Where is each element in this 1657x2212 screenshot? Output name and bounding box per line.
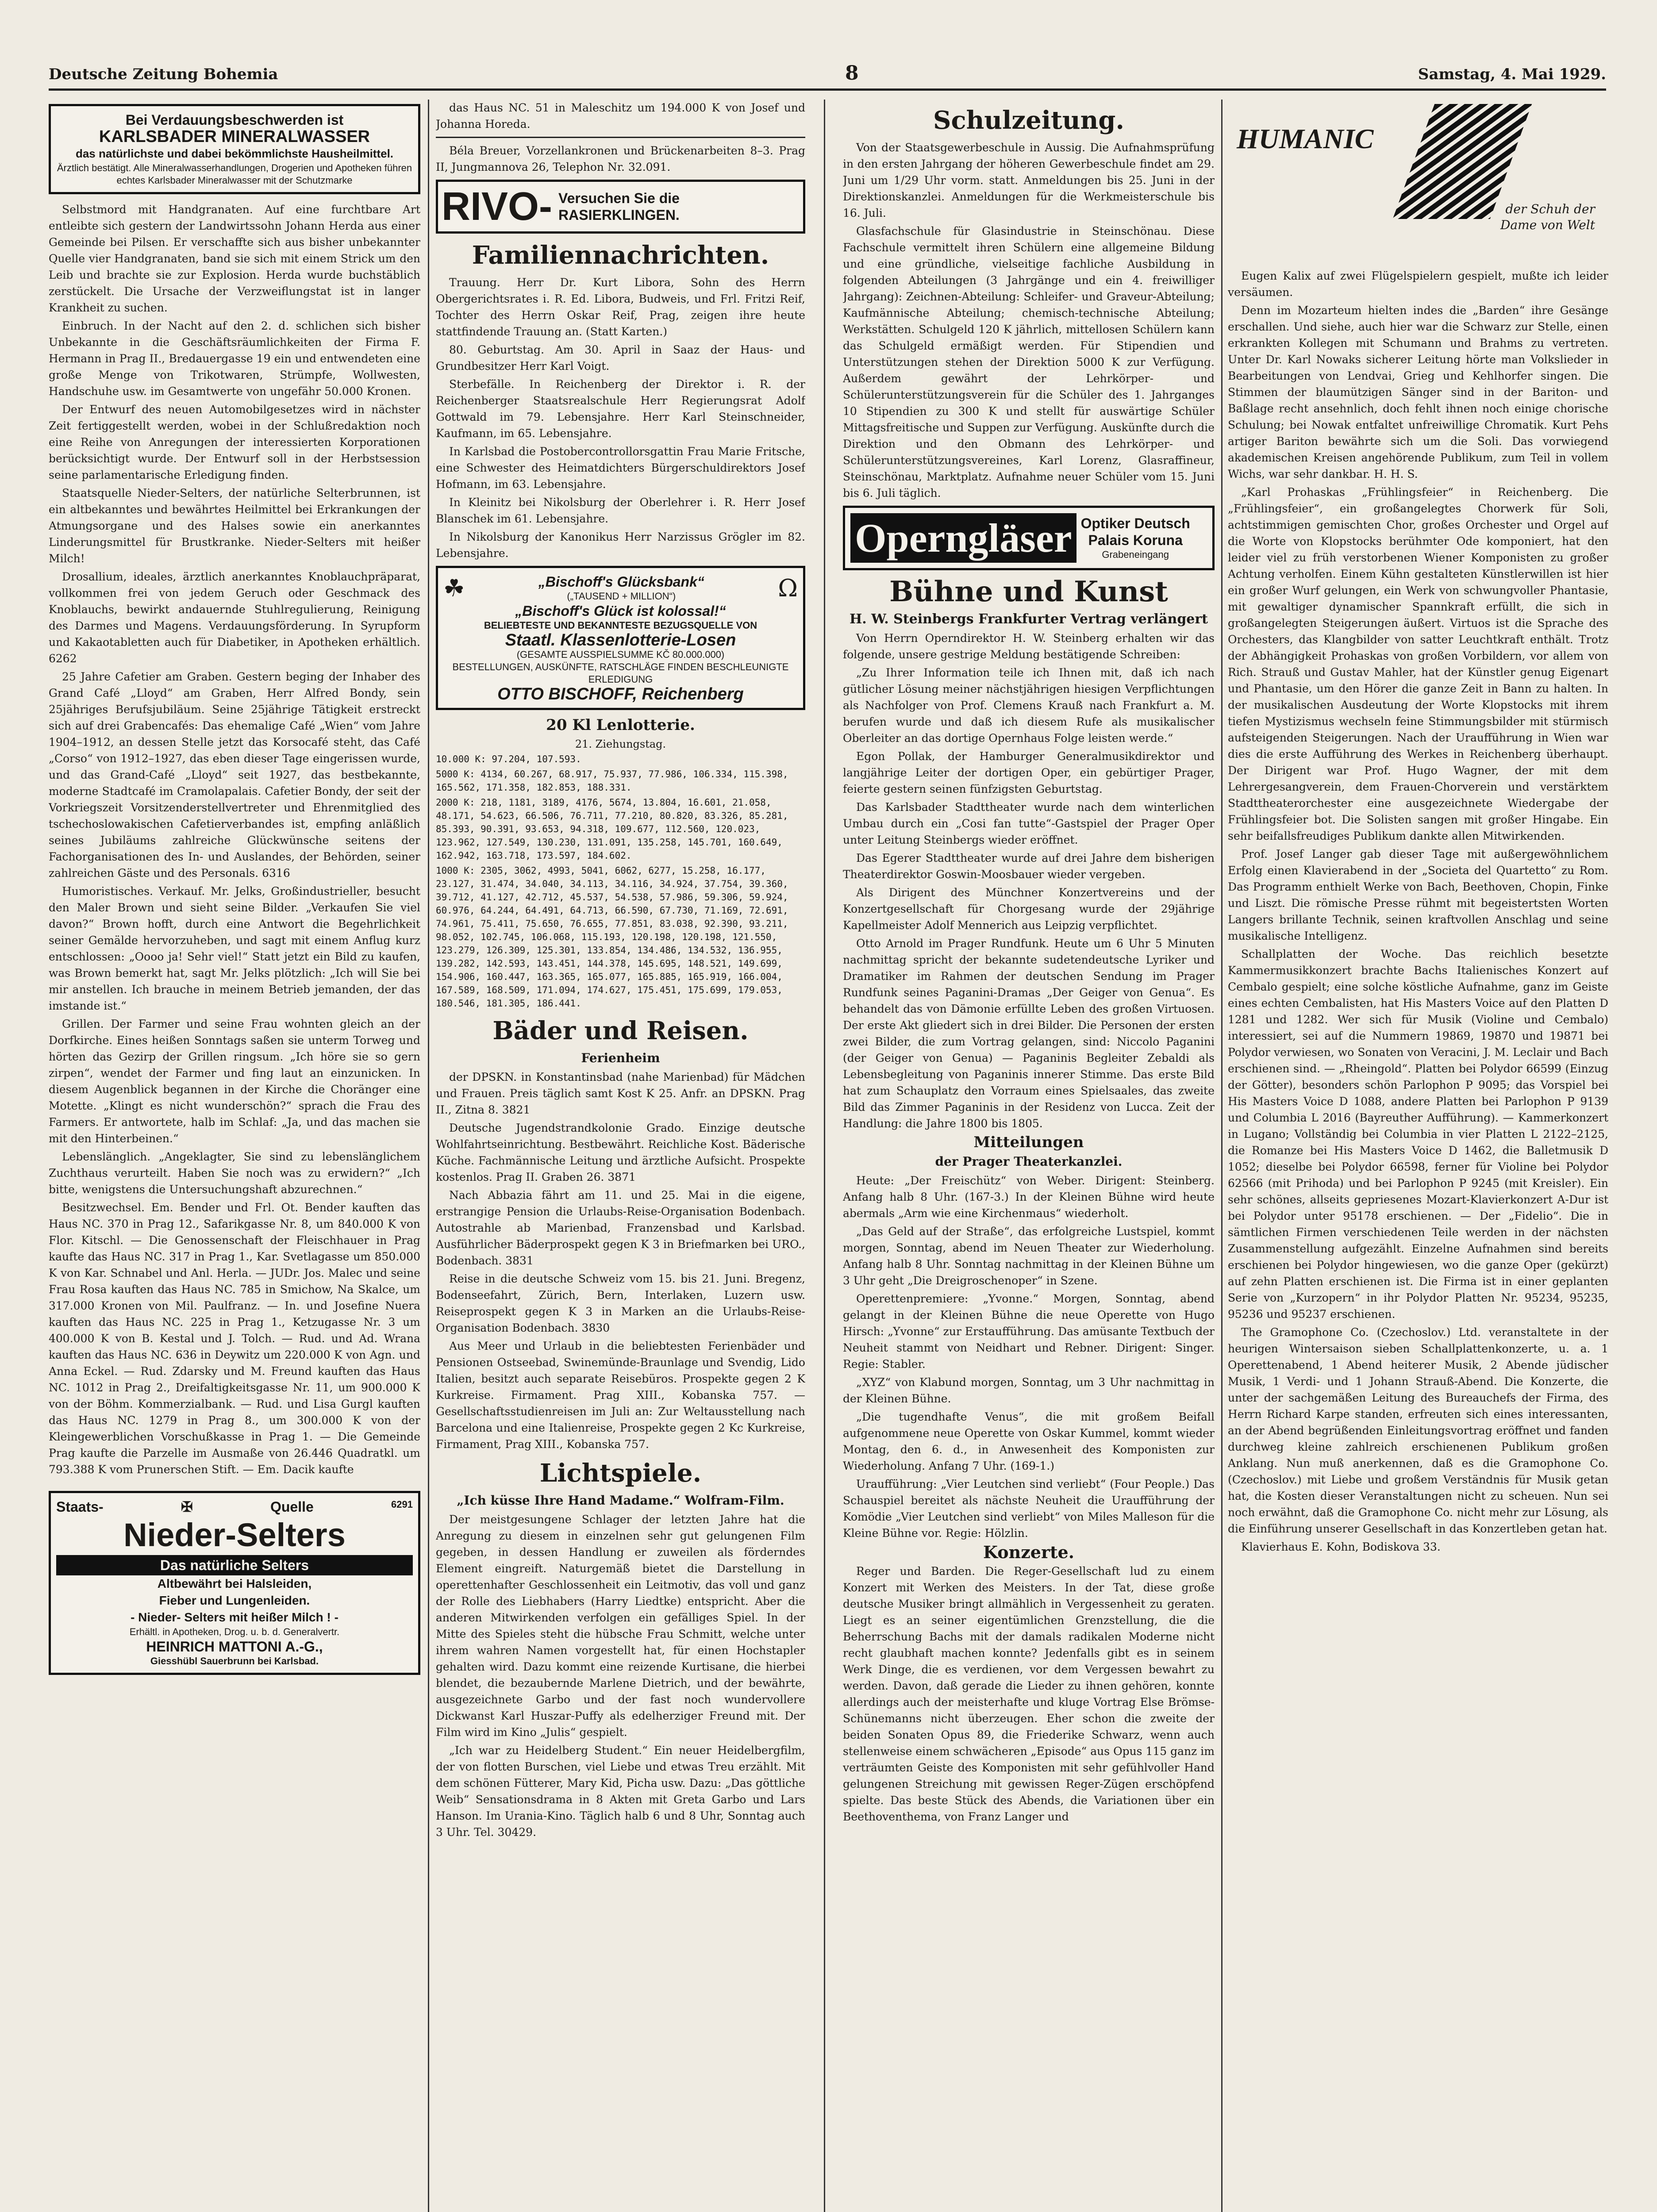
article-text: Grillen. Der Farmer und seine Frau wohnten gleich an der Dorfkirche. Eines heißen Sonntags saßen sie unterm Torweg und hörten das Gezirp der Grillen ringsum. „Ich höre sie so gern zirpen“, wendet der Farmer und fing laut an einzunicken. In diesem Augenblick begannen in der Kirche die Choränger eine Motette. „Klingt es nicht wunderschön?“ sprach die Frau des Farmers. Er antwortete, halb im Schlaf: „Ja, und das machen sie mit den Hinterbeinen.“ — [49, 1018, 420, 1145]
clover-icon: ☘ — [443, 574, 465, 602]
article-text: Schallplatten der Woche. Das reichlich besetzte Kammermusikkonzert brachte Bachs Italienisches Konzert auf Cembalo gespielt; eine solche köstliche Aufnahme, ganz im Geiste eines echten Cembalisten, hat His Masters Voice auf den Platten D 1281 und 1282. Wer sich für Musik (Violine und Cembalo) interessiert, sei auf die Nummern 19869, 19870 und 19871 bei Polydor verwiesen, wo Sonaten von Veracini, J. M. Leclair und Bach erschienen sind. — „Rheingold“. Platten bei Polydor 66599 (Einzug der Götter), besonders schön Parlophon P 9095; das Vorspiel bei His Masters Voice D 1088, andere Platten bei Parlophon P 9139 und Columbia L 2016 (Bayreuther Aufführung). — Kammerkonzert in Lugano; Vollständig bei Columbia in vier Platten L 2122–2125, die Romanze bei His Masters Voice D 1462, die Balletmusik D 1052; dieselbe bei Polydor 66598, ferner für Violine bei Polydor 62566 (mit Prihoda) und bei Parlophon P 9245 (mit Kreisler). Ein sehr schönes, allseits gepriesenes Mozart-Klavierkonzert A-Dur ist bei Polydor unter 95178 erschienen. — Der „Fidelio“. Die in sämtlichen Firmen verschiedenen Teile werden in der nächsten Zusammenstellung aufgezählt. Einzelne Aufnahmen sind bereits erschienen bei Polydor hingewiesen, wo die ganze Oper (gekürzt) auf zehn Platten erschienen ist. Die Firma ist in einer geplanten Serie von „Kurzopern“ in ihr Polydor Platten Nr. 95234, 95235, 95236 und 95237 erschienen. — [1228, 948, 1608, 1321]
ad-bischoff-gluecksbank — [436, 566, 805, 710]
page-header — [49, 62, 1606, 91]
article-text: der DPSKN. in Konstantinsbad (nahe Marienbad) für Mädchen und Frauen. Preis täglich samt Kost K 25. Anfr. an DPSKN. Prag II., Zitna 8. 3821 — [436, 1071, 805, 1116]
article-text: Aus Meer und Urlaub in die beliebtesten Ferienbäder und Pensionen Ostseebad, Swinemünde-Braunlage und Svendig, Lido Italien, besitzt auch separate Reisebüros. Prospekte gegen 2 K Kurkreise. Firmament. Prag XIII., Kobanska 757. — Gesellschaftsstudienreisen im Juli an: Zur Weltausstellung nach Barcelona und eine Italienreise, Prospekte gegen 2 Kc Kurkreise, Firmament, Prag XIII., Kobanska 757. — [436, 1340, 805, 1451]
subheading: Ferienheim — [581, 1051, 660, 1065]
column-1 — [49, 100, 420, 2212]
ad-rivo-rasierklingen — [436, 180, 805, 234]
ad-brand: RIVO- — [442, 184, 553, 229]
ad-brand: Operngläser — [850, 513, 1076, 563]
article-text: Uraufführung: „Vier Leutchen sind verliebt“ (Four People.) Das Schauspiel bereitet als nächste Neuheit die Uraufführung der Komödie „Vier Leutchen sind verliebt“ von Miles Malleson für die Kleine Bühne vor. Regie: Hölzlin. — [843, 1478, 1215, 1540]
article-text: „XYZ“ von Klabund morgen, Sonntag, um 3 Uhr nachmittag in der Kleinen Bühne. — [843, 1376, 1215, 1405]
lottery-row: 5000 K: 4134, 60.267, 68.917, 75.937, 77.986, 106.334, 115.398, 165.562, 171.358, 182.853, 188.331. — [436, 769, 788, 793]
article-text: Glasfachschule für Glasindustrie in Steinschönau. Diese Fachschule vermittelt ihren Schülern eine allgemeine Bildung und eine gründliche, vielseitige fachliche Ausbildung in folgenden Abteilungen (3 Jahrgänge und ein 4. freiwilliger Jahrgang): Zeichnen-Abteilung: Schleifer- und Graveur-Abteilung; Kaufmännische Abteilung; chemisch-technische Abteilung; Werkstätten. Schulgeld 120 K jährlich, mittellosen Schülern kann das Schulgeld ermäßigt werden. Für Stipendien und Unterstützungen stehen der Direktion 5000 K zur Verfügung. Außerdem gewährt der Lehrkörper- und Schülerunterstützungsverein für die Schüler des 1. Jahrganges 10 Stipendien zu 300 K und stellt für auswärtige Schüler Mittagsfreitische und Suppen zur Verfügung. Auskünfte durch die Direktion und den Obmann des Lehrkörper- und Schülerunterstützungsvereines, Karl Lorenz, Glasraffineur, Steinschönau, Marktplatz. Aufnahme neuer Schüler vom 15. Juni bis 6. Juli täglich. — [843, 225, 1215, 499]
article-text: Staatsquelle Nieder-Selters, der natürliche Selterbrunnen, ist ein altbekanntes und bewährtes Heilmittel bei Erkrankungen der Atmungsorgane und des Halses sowie ein anerkanntes Linderungsmittel für Brustkranke. Nieder-Selters mit heißer Milch! — [49, 487, 420, 565]
ad-top-row — [443, 573, 798, 603]
article-text: Reise in die deutsche Schweiz vom 15. bis 21. Juni. Bregenz, Bodenseefahrt, Zürich, Bern, Interlaken, Luzern usw. Reiseprospekt gegen K 3 in Marken an die Urlaubs-Reise-Organisation Bodenbach. 3830 — [436, 1272, 805, 1334]
divider — [436, 137, 805, 138]
issue-date: Samstag, 4. Mai 1929. — [1418, 65, 1606, 83]
ad-title: Nieder-Selters — [123, 1517, 346, 1553]
ad-line: Bei Verdauungsbeschwerden ist — [125, 112, 344, 128]
article-text: „Ich war zu Heidelberg Student.“ Ein neuer Heidelbergfilm, der von flotten Burschen, viel Liebe und etwas Treu erzählt. Mit dem schönen Fütterer, Mary Kid, Picha usw. Dazu: „Das göttliche Weib“ Sensationsdrama in 8 Akten mit Greta Garbo und Lars Hanson. Im Urania-Kino. Täglich halb 6 und 8 Uhr, Sonntag auch 3 Uhr. Tel. 30429. — [436, 1744, 805, 1839]
section-heading: Bühne und Kunst — [889, 575, 1168, 608]
ad-brand: HUMANIC — [1237, 123, 1374, 154]
lottery-row: 1000 K: 2305, 3062, 4993, 5041, 6062, 6277, 15.258, 16.177, 23.127, 31.474, 34.040, 34.113, 34.116, 34.924, 37.754, 39.360, 39.712, 41.127, 42.712, 45.537, 54.538, 57.986, 59.306, 59.924, 60.976, 64.244, 64.491, 64.713, 66.590, 67.730, 71.169, 72.691, 74.961, 75.411, 75.650, 76.655, 77.851, 83.038, 92.390, 93.211, 98.052, 102.745, 106.068, 115.193, 120.198, 120.198, 121.550, 123.279, 126.309, 125.301, 133.854, 134.486, 134.532, 136.955, 139.282, 142.593, 143.451, 144.378, 145.695, 148.521, 149.699, 154.906, 160.447, 163.365, 165.077, 165.885, 165.919, 166.004, 167.589, 168.509, 171.094, 174.627, 175.451, 175.699, 179.053, 180.546, 181.305, 186.441. — [436, 865, 788, 1009]
ad-line: „Bischoff's Glücksbank“ — [538, 574, 704, 590]
ad-line: BESTELLUNGEN, AUSKÜNFTE, RATSCHLÄGE FINDEN BESCHLEUNIGTE ERLEDIGUNG — [452, 661, 789, 685]
article-text: Der Entwurf des neuen Automobilgesetzes wird in nächster Zeit fertiggestellt werden, wobei in der Schlußredaktion noch eine Reihe von Anregungen der interessierten Korporationen berücksichtigt wurde. Der Entwurf soll in der Herbstsession seine parlamentarische Erledigung finden. — [49, 403, 420, 481]
ad-line: Palais Koruna — [1088, 532, 1183, 548]
ad-subtitle: Das natürliche Selters — [56, 1555, 413, 1575]
ad-top-row — [56, 1498, 413, 1515]
article-text: Trauung. Herr Dr. Kurt Libora, Sohn des Herrn Obergerichtsrates i. R. Ed. Libora, Budweis, und Frl. Fritzi Reif, Tochter des Herrn Oskar Reif, Prag, zeigen ihre heute stattfindende Trauung an. (Statt Karten.) — [436, 276, 805, 338]
lottery-row: 2000 K: 218, 1181, 3189, 4176, 5674, 13.804, 16.601, 21.058, 48.171, 54.623, 66.506, 76.711, 77.210, 80.820, 83.326, 85.281, 85.393, 90.391, 93.653, 94.318, 109.677, 112.560, 120.023, 123.962, 127.549, 130.230, 131.091, 135.258, 145.701, 160.649, 162.942, 163.718, 173.597, 184.602. — [436, 797, 788, 861]
column-rule — [428, 100, 429, 2212]
lottery-title: 20 Kl Lenlotterie. — [546, 716, 695, 734]
ad-line: Dame von Welt — [1500, 218, 1595, 232]
article-text: 25 Jahre Cafetier am Graben. Gestern beging der Inhaber des Grand Café „Lloyd“ am Graben, Herr Alfred Bondy, sein 25jähriges Berufsjubiläum. Seine 25jährige Tätigkeit erstreckt sich auf drei Grabencafés: Das ehemalige Café „Wien“ vom Jahre 1904–1912, an dessen Stelle jetzt das Korsocafé steht, das Café „Corso“ von 1912–1927, das eben dieser Tage eingerissen wurde, und das Grand-Café „Lloyd“ seit 1927, das bestbekannte, moderne Stadtcafé im Cramolapalais. Cafetier Bondy, der seit der Vorkriegszeit Vorsitzenderstellvertreter und Ehrenmitglied des tschechoslowakischen Cafetierverbandes ist, empfing anläßlich seines Jubiläums zahlreiche Glückwünsche seitens der Fachorganisationen des In- und Auslandes, der Behörden, seiner zahlreichen Gäste und des Personals. 6316 — [49, 670, 420, 879]
ad-line: BELIEBTESTE UND BEKANNTESTE BEZUGSQUELLE VON — [484, 620, 757, 631]
ad-number: 6291 — [391, 1499, 413, 1510]
article-text: „Zu Ihrer Information teile ich Ihnen mit, daß ich nach gütlicher Lösung meiner nächstjährigen hiesigen Verpflichtungen als Nachfolger von Prof. Clemens Krauß nach Frankfurt a. M. berufen wurde und daß ich diesem Rufe als musikalischer Oberleiter an das dortige Opernhaus Folge leisten werde.“ — [843, 666, 1215, 745]
masthead-title: Deutsche Zeitung Bohemia — [49, 65, 278, 83]
column-rule — [1221, 100, 1223, 2212]
article-text: 80. Geburtstag. Am 30. April in Saaz der Haus- und Grundbesitzer Herr Karl Voigt. — [436, 343, 805, 373]
ad-line: - Nieder- Selters mit heißer Milch ! - — [131, 1610, 338, 1624]
ad-tagline — [1500, 201, 1595, 233]
ad-line: das natürlichste und dabei bekömmlichste Hausheilmittel. — [75, 147, 394, 160]
article-text: Besitzwechsel. Em. Bender und Frl. Ot. Bender kauften das Haus NC. 370 in Prag 12., Safarikgasse Nr. 8, um 840.000 K von Flor. Kitschl. — Die Genossenschaft der Fleischhauer in Prag kaufte das Haus NC. 317 in Prag 1., Kar. Svetlagasse um 850.000 K von Kar. Schnabel und Anl. Herla. — JUDr. Jos. Malec und seine Frau Rosa kauften das Haus NC. 785 in Smichow, Na Skalce, um 317.000 Kronen von Mil. Paulfranz. — In. und Josefine Nuera kauften das Haus NC. 225 in Prag 1., Ketzugasse Nr. 3 um 400.000 K von B. Kestal und J. Tolch. — Rud. und Ad. Wrana kauften das Haus NC. 636 in Deywitz um 220.000 K von Agn. und Anna Eckel. — Rud. Zdarsky und M. Freund kauften das Haus NC. 1012 in Prag 2., Dreifaltigkeitsgasse Nr. 11, um 900.000 K von der Böhm. Kommerzialbank. — Rud. und Lisa Gurgl kauften das Haus NC. 1279 in Prag 8., um 300.000 K von der Kleingewerblichen Vorschußkasse in Prag 1. — Die Gemeinde Prag kaufte die Parzelle im Ausmaße von 26.446 Quadratkl. um 793.388 K vom Prunerschen Stift. — Em. Dacik kaufte — [49, 1201, 420, 1476]
ad-humanic — [1228, 100, 1608, 268]
article-text: Das Egerer Stadttheater wurde auf drei Jahre dem bisherigen Theaterdirektor Goswin-Moosbauer wieder vergeben. — [843, 852, 1215, 881]
subheading: Konzerte. — [983, 1542, 1074, 1562]
article-text: Nach Abbazia fährt am 11. und 25. Mai in die eigene, erstrangige Pension die Urlaubs-Reise-Organisation Bodenbach. Autostrahle ab Marienbad, Franzensbad und Karlsbad. Ausführlicher Bäderprospekt gegen K 3 in Briefmarken bei URO., Bodenbach. 3831 — [436, 1189, 805, 1267]
article-text: Klavierhaus E. Kohn, Bodiskova 33. — [1241, 1540, 1441, 1553]
ad-line: Optiker Deutsch — [1080, 515, 1190, 531]
article-text: Eugen Kalix auf zwei Flügelspielern gespielt, mußte ich leider versäumen. — [1228, 269, 1608, 299]
article-text: Denn im Mozarteum hielten indes die „Barden“ ihre Gesänge erschallen. Und siehe, auch hier war die Schwarz zur Stelle, einen erkrankten Kollegen mit Schumann und Brahms zu vertreten. Unter Dr. Karl Nowaks sicherer Leitung hörte man Volkslieder in Bearbeitungen von Lendvai, Grieg und Kehlhorfer singen. Die Stimmen der blaumützigen Sänger sind in der Bariton- und Baßlage recht ansehnlich, doch fehlt ihnen noch einige chorische Schulung; bei Nowak entfaltet unfreiwillige Chromatik. Kurt Pehs artiger Bariton bewährte sich um die Soli. Das vorwiegend akademischen Kreisen angehörende Publikum, zum Teil in vollem Wichs, war sehr dankbar. H. H. S. — [1228, 304, 1608, 480]
article-text: Drosallium, ideales, ärztlich anerkanntes Knoblauchpräparat, vollkommen frei von jedem Geruch oder Geschmack des Knoblauchs, bewirkt andauernde Stuhlregulierung, Reinigung des Darmes und Magens. Verdauungsförderung. In Syrupform und Kakaotabletten auch für Diabetiker, in Apotheken erhältlich. 6262 — [49, 570, 420, 665]
ad-line: Grabeneingang — [1102, 549, 1169, 560]
article-text: Egon Pollak, der Hamburger Generalmusikdirektor und langjährige Leiter der dortigen Oper, ein gebürtiger Prager, feierte gestern seinen fünfzigsten Geburtstag. — [843, 750, 1215, 795]
article-text: Reger und Barden. Die Reger-Gesellschaft lud zu einem Konzert mit Werken des Meisters. In der Tat, diese große deutsche Musiker bringt allmählich in Vergessenheit zu geraten. Liegt es an seiner eigentümlichen Grenzstellung, die die Beherrschung Bachs mit der damals radikalen Moderne nicht recht glaubhaft machen konnte? Jedenfalls gibt es in seinem Werk Dinge, die es verdienen, vor dem Vergessen bewahrt zu werden. Davon, daß gerade die Lieder zu ihnen gehören, konnte allerdings auch der meisterhafte und kluge Vortrag Else Brömse-Schünemanns nicht überzeugen. Eher schon die zweite der beiden Sonaten Opus 89, die Friederike Schwarz, wenn auch stellenweise einem schwächeren „Episode“ aus Opus 115 ganz im verträumten Geiste des Komponisten mit sehr gefühlvoller Hand gelungenen Streichung mit gewissen Reger-Zügen erschöpfend spielte. Das beste Stück des Abends, die Variationen über ein Beethoventhema, von Franz Langer und — [843, 1565, 1215, 1823]
article-text: Operettenpremiere: „Yvonne.“ Morgen, Sonntag, abend gelangt in der Kleinen Bühne die neue Operette von Hugo Hirsch: „Yvonne“ zur Erstaufführung. Das amüsante Textbuch der Neuheit stammt von Neidhart und Rebner. Dirigent: Singer. Regie: Stabler. — [843, 1292, 1215, 1371]
lottery-subtitle: 21. Ziehungstag. — [575, 738, 666, 750]
ad-line: Altbewährt bei Halsleiden, — [157, 1577, 312, 1590]
section-heading: Lichtspiele. — [539, 1459, 702, 1488]
ad-line: Versuchen Sie die — [558, 190, 680, 206]
article-text: Humoristisches. Verkauf. Mr. Jelks, Großindustrieller, besucht den Maler Brown und sieht seine Bilder. „Verkaufen Sie viel davon?“ Brown hofft, durch eine Antwort die Begehrlichkeit seiner Gemälde hervorzuheben, und sagt mit einem Anflug kurz entschlossen: „Oooo ja! Sehr viel!“ Statt jetzt ein Bild zu kaufen, was Brown bemerkt hat, sagt Mr. Jelks plötzlich: „Ich will Sie bei mir anstellen. Ich brauche in meinem Betrieb jemanden, der das imstande ist.“ — [49, 885, 420, 1012]
article-text: „Karl Prohaskas „Frühlingsfeier“ in Reichenberg. Die „Frühlingsfeier“, ein großangelegtes Chorwerk für Soli, achtstimmigen gemischten Chor, großes Orchester und Orgel auf die Worte von Klopstocks berühmter Ode komponiert, hat den leider viel zu früh verstorbenen Wiener Komponisten zu großer Achtung verholfen. Einem Kühn gestalteten Künstlerwillen ist hier ein großer Wurf gelungen, ein Werk von schwungvoller Phantasie, mit gewaltiger dynamischer Spannkraft erfüllt, die sich in großangelegten Steigerungen äußert. Virtuos ist die Sprache des Orchesters, das Klangbilder von satter Leuchtkraft enthält. Trotz der Abhängigkeit Prohaskas von großen Vorbildern, vor allem von Rich. Strauß und Gustav Mahler, hat der Künstler genug Eigenart und Phantasie, um den Hörer die ganze Zeit in Bann zu halten. In der musikalischen Ausdeutung der Worte Klopstocks mit ihrem tiefen Mystizismus wechseln feine Stimmungsbilder mit stürmisch aufsteigenden Steigerungen. Nach der Uraufführung in Wien war dies die erste Aufführung des Werkes in Reichenberg überhaupt. Der Dirigent war Prof. Hugo Wagner, der mit dem Lehrergesangverein, dem Frauen-Chorverein und verstärktem Stadttheaterorchester eine ausgezeichnete Wiedergabe der Frühlingsfeier bot. Die Solisten sangen mit großer Hingabe. Ein sehr beifallsfreudiges Publikum dankte allen Mitwirkenden. — [1228, 486, 1608, 842]
article-text: Prof. Josef Langer gab dieser Tage mit außergewöhnlichem Erfolg einen Klavierabend in der „Societa del Quartetto“ zu Rom. Das Programm enthielt Werke von Bach, Beethoven, Chopin, Finke und Liszt. Die römische Presse rühmt mit begeistertsten Worten Langers brillante Technik, seinen kraftvollen Anschlag und seine musikalische Intelligenz. — [1228, 848, 1608, 942]
article-text: Von Herrn Operndirektor H. W. Steinberg erhalten wir das folgende, unsere gestrige Meldung bestätigende Schreiben: — [843, 632, 1215, 661]
article-text: Als Dirigent des Münchner Konzertvereins und der Konzertgesellschaft für Chorgesang wurde der 29jährige Kapellmeister Adolf Mennerich aus Leipzig verpflichtet. — [843, 886, 1215, 932]
lottery-row: 10.000 K: 97.204, 107.593. — [436, 754, 581, 764]
column-2 — [436, 100, 805, 2212]
ad-line: Erhältl. in Apotheken, Drog. u. b. d. Generalvertr. — [129, 1626, 340, 1637]
subheading: der Prager Theaterkanzlei. — [935, 1154, 1123, 1169]
article-text: Der meistgesungene Schlager der letzten Jahre hat die Anregung zu diesem in einzelnen sehr gut gelungenen Film gegeben, in dessen Handlung er zuweilen als förderndes Element eingreift. Naturgemäß bietet die Darstellung in operettenhafter Geschlossenheit ein Leitmotiv, das voll und ganz der Rolle des Liebhabers (Harry Liedtke) entspricht. Aber die anderen Mitwirkenden verfolgen ein gefälliges Spiel. In der Mitte des Spieles steht die hübsche Frau Schmitt, welche unter ihrem wahren Namen vorgestellt hat, für einen Hochstapler gehalten wird. Dazu kommt eine reizende Kurtisane, die hierbei blendet, die bezaubernde Marlene Dietrich, und der bewährte, ausgezeichnete Garbo und der fast noch wundervollere Dickwanst Karl Huszar-Puffy als edelherziger Freund mit. Der Film wird im Kino „Julis“ gespielt. — [436, 1513, 805, 1739]
ad-line: der Schuh der — [1505, 202, 1595, 216]
ad-line: OTTO BISCHOFF, Reichenberg — [497, 685, 744, 703]
ad-line: (GESAMTE AUSSPIELSUMME KČ 80.000.000) — [516, 649, 725, 660]
ad-line: HEINRICH MATTONI A.-G., — [146, 1639, 323, 1655]
article-text: „Das Geld auf der Straße“, das erfolgreiche Lustspiel, kommt morgen, Sonntag, abend im Neuen Theater zur Wiederholung. Anfang halb 8 Uhr. Sonntag nachmittag in der Kleinen Bühne um 3 Uhr geht „Die Dreigroschenoper“ in Szene. — [843, 1225, 1215, 1287]
article-text: das Haus NC. 51 in Maleschitz um 194.000 K von Josef und Johanna Horeda. — [436, 101, 805, 131]
ad-line: Quelle — [270, 1499, 314, 1515]
ad-line: KARLSBADER MINERALWASSER — [99, 127, 370, 146]
article-text: Selbstmord mit Handgranaten. Auf eine furchtbare Art entleibte sich gestern der Landwirtssohn Johann Herda aus einer Gemeinde bei Pilsen. Er verschaffte sich aus bisher unbekannter Quelle vier Handgranaten, band sie sich mit einem Strick um den Leib und brachte sie zur Explosion. Herda wurde buchstäblich zerstückelt. Die Ursache der Verzweiflungstat ist in langer Krankheit zu suchen. — [49, 203, 420, 314]
ad-line: Ärztlich bestätigt. Alle Mineralwasserhandlungen, Drogerien und Apotheken führen echtes Karlsbader Mineralwasser mit der Schutzmarke — [57, 162, 412, 186]
ad-line: („TAUSEND + MILLION“) — [567, 591, 676, 602]
section-heading: Bäder und Reisen. — [492, 1016, 749, 1045]
article-text: Heute: „Der Freischütz“ von Weber. Dirigent: Steinberg. Anfang halb 8 Uhr. (167-3.) In der Kleinen Bühne wird heute abermals „Arm wie eine Kirchenmaus“ wiederholt. — [843, 1174, 1215, 1220]
article-text: Deutsche Jugendstrandkolonie Grado. Einzige deutsche Wohlfahrtseinrichtung. Bestbewährt. Reichliche Kost. Bäderische Küche. Fachmännische Leitung und ärztliche Aufsicht. Prospekte kostenlos. Prag II. Graben 26. 3871 — [436, 1121, 805, 1183]
ad-line: RASIERKLINGEN. — [558, 207, 680, 223]
article-text: Lebenslänglich. „Angeklagter, Sie sind zu lebenslänglichem Zuchthaus verurteilt. Haben Sie noch was zu erwidern?“ „Ich bitte, wenigstens die Untersuchungshaft abzurechnen.“ — [49, 1150, 420, 1196]
ad-line: Staatl. Klassenlotterie-Losen — [505, 631, 736, 649]
section-heading: Schulzeitung. — [933, 106, 1124, 135]
article-text: In Karlsbad die Postobercontrollorsgattin Frau Marie Fritsche, eine Schwester des Heimatdichters Bürgerschuldirektors Josef Hofmann, im 63. Lebensjahre. — [436, 445, 805, 491]
ad-line: Fieber und Lungenleiden. — [159, 1594, 310, 1607]
column-rule — [824, 100, 825, 2212]
ad-line: „Bischoff's Glück ist kolossal!“ — [515, 603, 726, 619]
page-number: 8 — [845, 62, 859, 84]
ad-line: Staats- — [56, 1499, 104, 1515]
subheading: Mitteilungen — [973, 1133, 1084, 1151]
article-text: Sterbefälle. In Reichenberg der Direktor i. R. der Reichenberger Staatsrealschule Herr Regierungsrat Adolf Gottwald im 79. Lebensjahre. Herr Karl Steinschneider, Kaufmann, im 65. Lebensjahre. — [436, 378, 805, 440]
article-text: Einbruch. In der Nacht auf den 2. d. schlichen sich bisher Unbekannte in die Geschäftsräumlichkeiten der Firma F. Hermann in Prag II., Bredauergasse 19 ein und entwendeten eine große Menge von Trikotwaren, Strümpfe, Wollwesten, Handschuhe usw. im Gesamtwerte von ungefähr 50.000 Kronen. — [49, 319, 420, 398]
eagle-emblem-icon: ✠ — [181, 1499, 193, 1515]
article-text: In Nikolsburg der Kanonikus Herr Narzissus Grögler im 82. Lebensjahre. — [436, 530, 805, 560]
article-text: The Gramophone Co. (Czechoslov.) Ltd. veranstaltete in der heurigen Wintersaison sieben Schallplattenkonzerte, u. a. 1 Operettenabend, 1 Abend heiterer Musik, 2 Abende jüdischer Musik, 1 Verdi- und 1 Johann Strauß-Abend. Die Konzerte, die unter der sachgemäßen Leitung des Bureauchefs der Firma, des Herrn Richard Karpe standen, erfreuten sich eines interessanten, an der Abend begrüßenden Einleitungsvortrag eröffnet und fanden durchweg kleine zahlreich erschienenen Publikum großen Anklang. Nun muß anerkennen, daß es die Gramophone Co. (Czechoslov.) mit Liebe und großem Verständnis für Musik getan hat, die Kosten dieser Veranstaltungen nicht zu scheuen. Nun sei noch erwähnt, daß die Gramophone Co. nicht mehr zur Lösung, als die Einführung unserer Gesellschaft in das Konzertleben getan hat. — [1228, 1326, 1608, 1535]
column-3 — [843, 100, 1215, 2212]
article-text: Otto Arnold im Prager Rundfunk. Heute um 6 Uhr 5 Minuten nachmittag spricht der bekannte sudetendeutsche Lyriker und Dramatiker im Rahmen der deutschen Sendung im Prager Rundfunk seines Paganini-Dramas „Der Geiger von Genua“. Es behandelt das von Dämonie erfüllte Leben des großen Virtuosen. Der erste Akt gliedert sich in drei Bilder. Die Personen der ersten zwei Bilder, die zum Vortrag gelangen, sind: Niccolo Paganini (der Geiger von Genua) — Paganinis Begleiter Zebaldi als Lebensbegleitung von Paganinis innerer Stimme. Das erste Bild hat zum Schauplatz den Vorraum eines Spielsaales, das zweite Bild das Zimmer Paganinis in der Residenz von Lucca. Zeit der Handlung: die Jahre 1800 bis 1805. — [843, 937, 1215, 1130]
ad-operngläser — [843, 506, 1215, 570]
subheading: „Ich küsse Ihre Hand Madame.“ Wolfram-Film. — [457, 1493, 784, 1508]
article-text: Das Karlsbader Stadttheater wurde nach dem winterlichen Umbau durch ein „Cosi fan tutte“-Gastspiel der Prager Oper unter Leitung Steinbergs wieder eröffnet. — [843, 801, 1215, 846]
ad-line: Giesshübl Sauerbrunn bei Karlsbad. — [150, 1655, 319, 1667]
article-text: Von der Staatsgewerbeschule in Aussig. Die Aufnahmsprüfung in den ersten Jahrgang der höheren Gewerbeschule findet am 29. Juni um 1/29 Uhr vorm. statt. Anmeldungen bis 25. Juni in der Direktionskanzlei. Anmeldungen für die Werkmeisterschule bis 16. Juli. — [843, 141, 1215, 219]
subheading: H. W. Steinbergs Frankfurter Vertrag verlängert — [849, 611, 1208, 627]
section-heading: Familiennachrichten. — [472, 241, 769, 270]
ad-karlsbad-mineralwasser — [49, 104, 420, 194]
lottery-results — [436, 753, 805, 1010]
article-text: In Kleinitz bei Nikolsburg der Oberlehrer i. R. Herr Josef Blanschek im 61. Lebensjahre. — [436, 496, 805, 525]
article-text: „Die tugendhafte Venus“, die mit großem Beifall aufgenommene neue Operette von Oskar Kummel, kommt wieder Montag, den 6. d., in Anwesenheit des Komponisten zur Wiederholung. Anfang 7 Uhr. (169-1.) — [843, 1410, 1215, 1472]
column-4 — [1228, 100, 1608, 2212]
ad-nieder-selters — [49, 1491, 420, 1675]
article-text: Béla Breuer, Vorzellankronen und Brückenarbeiten 8–3. Prag II, Jungmannova 26, Telephon Nr. 32.091. — [436, 144, 805, 173]
horseshoe-icon: Ω — [778, 574, 798, 602]
